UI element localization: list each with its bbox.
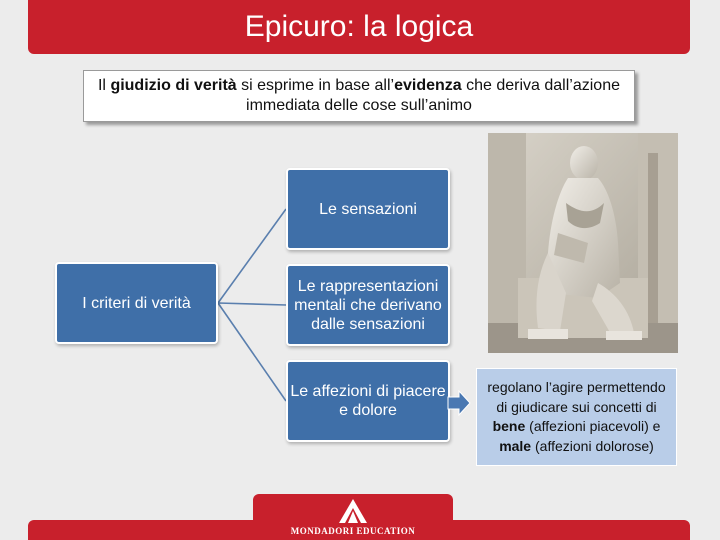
connector-line [218, 303, 286, 305]
node-sensazioni [286, 168, 450, 250]
node-label: Le rappresentazioni mentali che derivano dalle sensazioni [294, 277, 442, 333]
publisher-logo [253, 494, 453, 540]
root-node-label: I criteri di verità [82, 294, 191, 312]
node-affezioni [286, 360, 450, 442]
page-title: Epicuro: la logica [244, 10, 474, 43]
right-arrow-icon [447, 390, 471, 416]
connector-line [218, 209, 286, 303]
mondadori-logo-icon [337, 498, 369, 524]
result-text: regolano l’agire permettendo di giudicare sui concetti di bene (affezioni piacevoli) e male (affezioni dolorose) [487, 379, 666, 454]
node-label: Le sensazioni [319, 200, 417, 218]
root-node-criteri [55, 262, 218, 344]
node-rappresentazioni [286, 264, 450, 346]
intro-text: Il giudizio di verità si esprime in base all’evidenza che deriva dall’azione immediata delle cose sull’animo [97, 77, 620, 114]
result-box [476, 368, 677, 466]
logo-text: MONDADORI EDUCATION [290, 526, 416, 536]
connector-line [218, 303, 286, 401]
node-label: Le affezioni di piacere e dolore [290, 383, 446, 419]
epicurus-statue-image [488, 133, 678, 353]
